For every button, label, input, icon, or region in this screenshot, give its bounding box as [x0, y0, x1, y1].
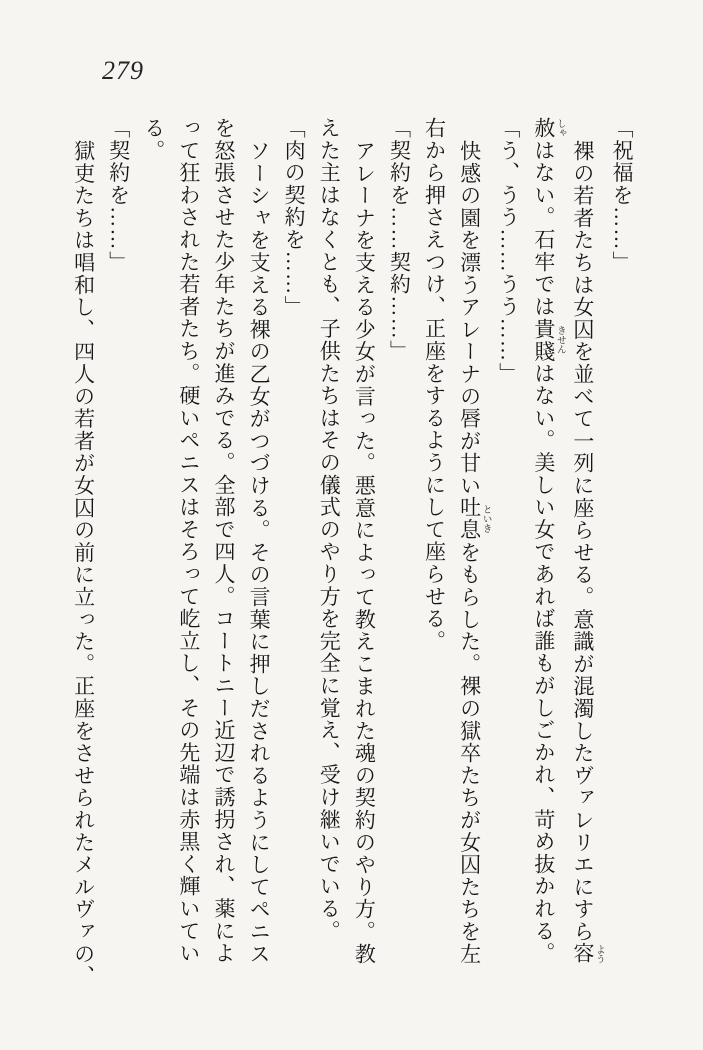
text-segment: 裸の若者たちは女囚を並べて一列に座らせる。意識が混濁したヴァレリエにすら — [570, 139, 595, 943]
furigana-text: よう — [593, 942, 604, 965]
text-segment: 獄吏たちは唱和し、四人の若者が女囚の前に立った。正座をさせられたメルヴァの、 — [71, 139, 96, 987]
text-line — [416, 117, 451, 979]
text-segment: を怒張させた少年たちが進みでる。全部で四人。コートニー近辺で誘拐され、薬によ — [211, 117, 236, 965]
text-segment: って狂わされた若者たち。硬いペニスはそろって屹立し、その先端は赤黒く輝いてい — [176, 117, 201, 965]
text-line — [346, 117, 381, 979]
text-segment: をもらした。裸の獄卒たちが女囚たちを左 — [457, 540, 482, 965]
text-line — [101, 117, 136, 979]
furigana-text: しゃ — [554, 117, 565, 140]
text-segment: 快感の園を漂うアレーナの唇が甘い — [457, 139, 482, 497]
text-segment: 右から押さえつけ、正座をするようにして座らせる。 — [422, 117, 447, 653]
text-line — [452, 117, 491, 979]
text-segment: る。 — [141, 117, 166, 162]
text-line — [311, 117, 346, 979]
text-segment: えた主はなくとも、子供たちはその儀式のやり方を完全に覚え、受け継いでいる。 — [317, 117, 342, 943]
furigana-text: きせん — [554, 317, 565, 363]
text-line — [66, 117, 101, 987]
furigana-annotated-text: 赦 しゃ — [531, 117, 565, 140]
text-line — [276, 117, 311, 979]
text-line — [136, 117, 171, 979]
furigana-annotated-text: 容 よう — [570, 942, 604, 965]
text-segment: 「う、うう……うう……」 — [496, 117, 521, 385]
text-line — [604, 117, 639, 979]
furigana-text: といき — [480, 496, 491, 541]
text-line — [491, 117, 526, 979]
text-line — [206, 117, 241, 979]
text-line — [241, 117, 276, 979]
text-segment: アレーナを支える少女が言った。悪意によって教えこまれた魂の契約のやり方。教 — [352, 139, 377, 965]
furigana-annotated-text: 吐息 といき — [457, 496, 491, 541]
text-segment: はない。美しい女であれば誰もがしごかれ、苛め抜かれる。 — [531, 362, 556, 965]
text-segment: 「祝福を……」 — [610, 117, 634, 274]
text-segment: 「契約を……」 — [106, 117, 131, 274]
text-segment: ソーシャを支える裸の乙女がつづける。その言葉に押しだされるようにしてペニス — [247, 139, 272, 965]
text-line — [565, 117, 604, 979]
text-line — [171, 117, 206, 979]
page-number: 279 — [102, 56, 144, 85]
text-segment: 「契約を……契約……」 — [387, 117, 412, 363]
text-segment: はない。石牢では — [531, 139, 556, 318]
text-segment: 「肉の契約を……」 — [282, 117, 307, 318]
text-line — [381, 117, 416, 979]
text-line — [526, 117, 565, 979]
furigana-annotated-text: 貴賤 きせん — [531, 317, 565, 363]
vertical-text-block — [66, 117, 640, 987]
